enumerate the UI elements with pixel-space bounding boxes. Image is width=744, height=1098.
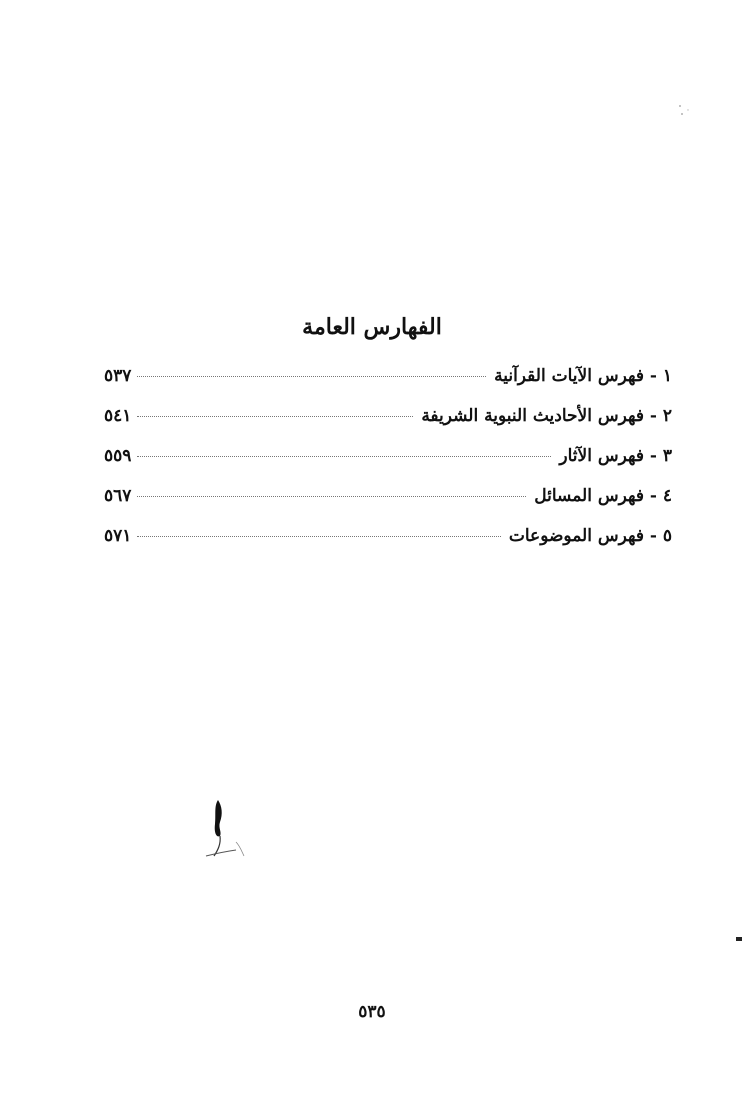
scan-smudge-mark [196,796,256,866]
dotted-leader [137,496,526,497]
table-of-contents [104,366,672,566]
toc-entry-page: ٥٦٧ [104,486,132,506]
toc-entry-page: ٥٥٩ [104,446,132,466]
toc-entry-label: فهرس الآيات القرآنية [494,366,644,386]
page-number: ٥٣٥ [358,1002,386,1022]
dotted-leader [137,416,413,417]
toc-entry-label: فهرس الأحاديث النبوية الشريفة [421,406,644,426]
toc-entry-number: ٢ - [649,406,672,426]
toc-entry-number: ١ - [649,366,672,386]
toc-entry-5 [104,526,672,566]
toc-entry-page: ٥٣٧ [104,366,132,386]
dotted-leader [137,456,551,457]
toc-entry-4 [104,486,672,526]
toc-entry-page: ٥٧١ [104,526,132,546]
dotted-leader [137,376,486,377]
edge-speck-mark [734,934,744,946]
toc-entry-label: فهرس المسائل [534,486,644,506]
toc-entry-number: ٤ - [649,486,672,506]
corner-speck-mark [674,100,694,122]
page-title: الفهارس العامة [302,314,442,340]
toc-entry-number: ٥ - [649,526,672,546]
toc-entry-3 [104,446,672,486]
toc-entry-page: ٥٤١ [104,406,132,426]
toc-entry-label: فهرس الآثار [559,446,644,466]
toc-entry-1 [104,366,672,406]
toc-entry-label: فهرس الموضوعات [508,526,644,546]
toc-entry-2 [104,406,672,446]
dotted-leader [137,536,500,537]
toc-entry-number: ٣ - [649,446,672,466]
